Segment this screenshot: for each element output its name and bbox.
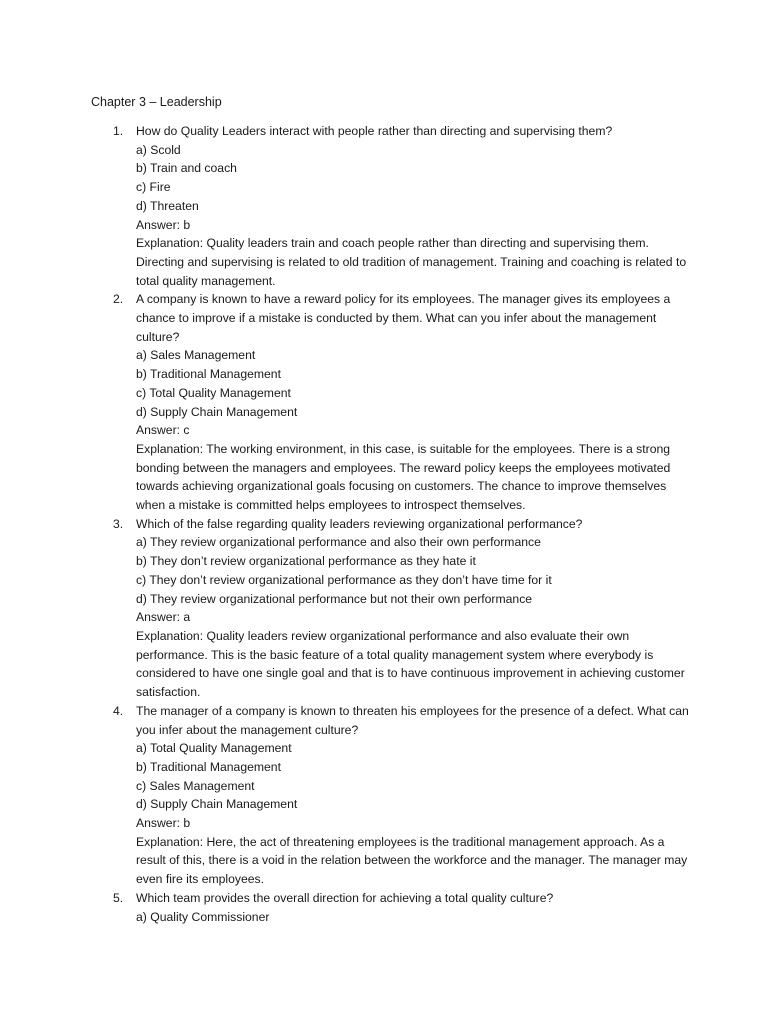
answer-option: a) Total Quality Management <box>136 741 292 756</box>
question-text: Which of the false regarding quality leaders reviewing organizational performance? <box>136 516 583 531</box>
question-item-2 <box>91 290 691 514</box>
explanation-text: Explanation: Quality leaders train and coach people rather than directing and supervising them. Directing and supervising is related to old tradition of management. Training and coaching is related to total quality management. <box>136 236 687 288</box>
answer-option: a) Sales Management <box>136 348 256 363</box>
explanation-text: Explanation: Quality leaders review organizational performance and also evaluate their own performance. This is the basic feature of a total quality management system where everybody is considered to have one single goal and that is to have continuous improvement in achieving customer satisfaction. <box>136 628 685 700</box>
question-number: 3. <box>113 516 124 531</box>
answer-option: d) Supply Chain Management <box>136 797 298 812</box>
question-list <box>91 122 691 926</box>
answer-option: d) Supply Chain Management <box>136 404 298 419</box>
answer-option: b) Train and coach <box>136 161 237 176</box>
answer-option: a) Quality Commissioner <box>136 909 270 924</box>
correct-answer: Answer: b <box>136 816 191 831</box>
answer-option: c) Sales Management <box>136 778 255 793</box>
answer-option: c) Fire <box>136 180 171 195</box>
answer-option: a) They review organizational performance and also their own performance <box>136 535 541 550</box>
question-text: How do Quality Leaders interact with people rather than directing and supervising them? <box>136 124 613 138</box>
answer-option: d) They review organizational performance but not their own performance <box>136 591 533 606</box>
correct-answer: Answer: a <box>136 610 191 625</box>
answer-option: a) Scold <box>136 142 181 157</box>
answer-option: d) Threaten <box>136 198 199 213</box>
question-text: The manager of a company is known to threaten his employees for the presence of a defect. What can you infer about the management culture? <box>136 703 689 737</box>
correct-answer: Answer: b <box>136 217 191 232</box>
question-number: 4. <box>113 703 124 718</box>
question-text: A company is known to have a reward policy for its employees. The manager gives its employees a chance to improve if a mistake is conducted by them. What can you infer about the management culture? <box>136 292 671 344</box>
explanation-text: Explanation: Here, the act of threatening employees is the traditional management approach. As a result of this, there is a void in the relation between the workforce and the manager. The manager may even fire its employees. <box>136 834 688 887</box>
answer-option: b) Traditional Management <box>136 367 281 382</box>
explanation-text: Explanation: The working environment, in this case, is suitable for the employees. There is a strong bonding between the managers and employees. The reward policy keeps the employees motivated towards achieving organizational goals focusing on customers. The chance to improve themselves when a mistake is committed helps employees to introspect themselves. <box>136 441 671 513</box>
question-number: 5. <box>113 890 124 905</box>
answer-option: b) They don’t review organizational performance as they hate it <box>136 554 476 569</box>
correct-answer: Answer: c <box>136 423 190 438</box>
question-item-3 <box>91 515 691 702</box>
answer-option: b) Traditional Management <box>136 759 281 774</box>
chapter-title: Chapter 3 – Leadership <box>91 95 222 109</box>
question-text: Which team provides the overall direction for achieving a total quality culture? <box>136 890 554 905</box>
question-item-4 <box>91 702 691 889</box>
question-item-5 <box>91 889 691 926</box>
answer-option: c) Total Quality Management <box>136 385 291 400</box>
question-number: 2. <box>113 292 124 307</box>
answer-option: c) They don’t review organizational performance as they don’t have time for it <box>136 572 552 587</box>
question-item-1 <box>91 122 691 290</box>
question-number: 1. <box>113 124 124 138</box>
